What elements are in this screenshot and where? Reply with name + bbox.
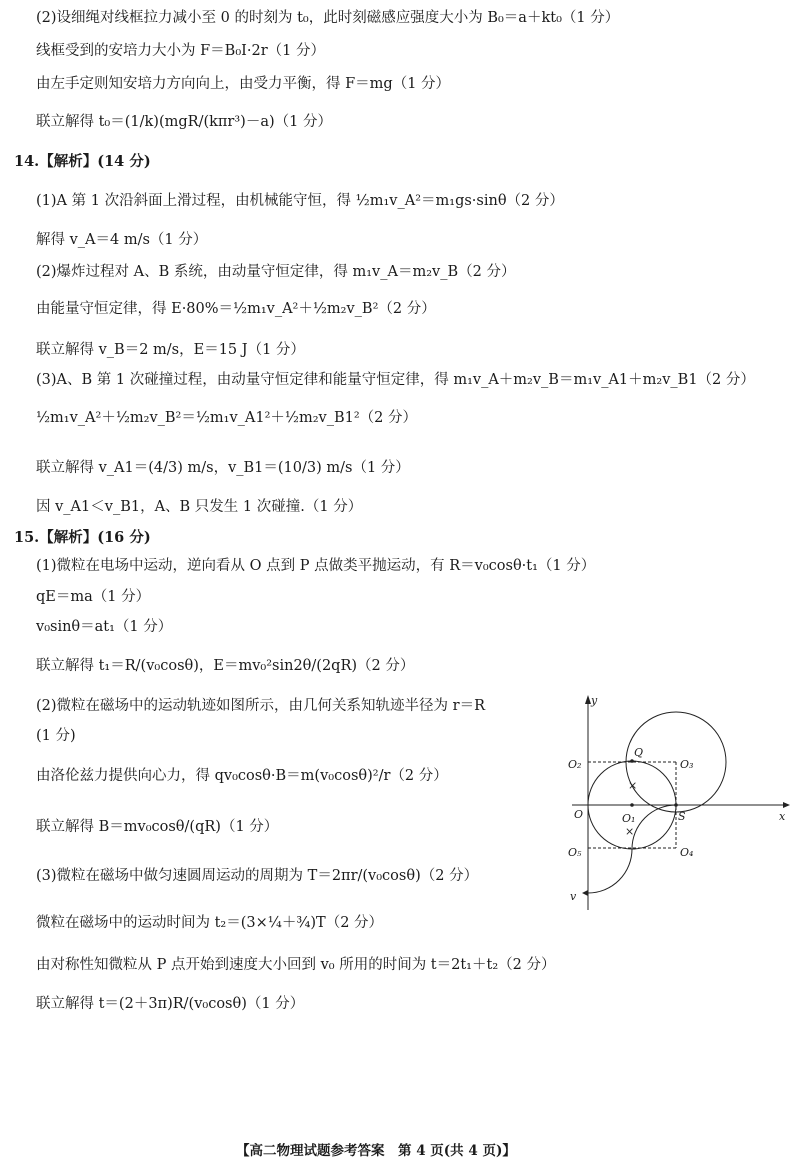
text-line: v₀sinθ＝at₁（1 分） [36, 619, 173, 635]
x-axis-arrow [783, 802, 790, 808]
text-line: 由左手定则知安培力方向向上，由受力平衡，得 F＝mg（1 分） [36, 76, 451, 92]
text-line: 联立解得 t＝(2＋3π)R/(v₀cosθ)（1 分） [36, 996, 305, 1012]
text-line: (1)微粒在电场中运动，逆向看从 O 点到 P 点做类平抛运动，有 R＝v₀cosθ·t₁（1 分） [36, 558, 596, 574]
label-s: S [678, 810, 686, 823]
text-line: (2)爆炸过程对 A、B 系统，由动量守恒定律，得 m₁v_A＝m₂v_B（2 分） [36, 264, 516, 280]
text-line: 联立解得 t₁＝R/(v₀cosθ)，E＝mv₀²sin2θ/(2qR)（2 分） [36, 658, 415, 674]
text-line: 由能量守恒定律，得 E·80%＝½m₁v_A²＋½m₂v_B²（2 分） [36, 301, 436, 317]
text-line: 线框受到的安培力大小为 F＝B₀I·2r（1 分） [36, 43, 325, 59]
label-o4: O₄ [680, 846, 694, 859]
label-o2: O₂ [568, 758, 582, 771]
section-heading: 14.【解析】(14 分) [14, 153, 151, 170]
page-footer: 【高二物理试题参考答案 第 4 页(共 4 页)】 [236, 1143, 516, 1159]
text-line: (2)微粒在磁场中的运动轨迹如图所示，由几何关系知轨迹半径为 r＝R [36, 698, 485, 714]
text-line: 联立解得 B＝mv₀cosθ/(qR)（1 分） [36, 819, 279, 835]
field-mark: × [625, 825, 635, 838]
velocity-arrow [582, 890, 588, 896]
point-q [630, 759, 634, 763]
text-line: (1 分) [36, 728, 76, 744]
text-line: 由洛伦兹力提供向心力，得 qv₀cosθ·B＝m(v₀cosθ)²/r（2 分） [36, 768, 448, 784]
label-v: v [570, 890, 577, 903]
label-o5: O₅ [568, 846, 582, 859]
text-line: 解得 v_A＝4 m/s（1 分） [36, 232, 208, 248]
text-line: (3)微粒在磁场中做匀速圆周运动的周期为 T＝2πr/(v₀cosθ)（2 分） [36, 868, 479, 884]
text-line: qE＝ma（1 分） [36, 589, 151, 605]
text-line: (3)A、B 第 1 次碰撞过程，由动量守恒定律和能量守恒定律，得 m₁v_A＋m₂v_B＝m₁v_A1＋m₂v_B1（2 分） [36, 372, 755, 388]
label-o1: O₁ [622, 812, 636, 825]
point-s [674, 803, 678, 807]
text-line: 微粒在磁场中的运动时间为 t₂＝(3×¼＋¾)T（2 分） [36, 915, 384, 931]
text-line: 联立解得 v_A1＝(4/3) m/s，v_B1＝(10/3) m/s（1 分） [36, 460, 410, 476]
axis-label-y: y [591, 694, 598, 707]
trajectory-diagram [558, 690, 798, 915]
text-line: 联立解得 v_B＝2 m/s，E＝15 J（1 分） [36, 342, 305, 358]
arc-o5 [588, 849, 632, 893]
field-mark: × [628, 779, 638, 792]
label-o3: O₃ [680, 758, 694, 771]
text-line: 由对称性知微粒从 P 点开始到速度大小回到 v₀ 所用的时间为 t＝2t₁＋t₂（2 分） [36, 957, 556, 973]
point-o1 [630, 803, 634, 807]
text-line: (1)A 第 1 次沿斜面上滑过程，由机械能守恒，得 ½m₁v_A²＝m₁gs·sinθ（2 分） [36, 193, 564, 209]
axis-label-x: x [779, 810, 786, 823]
text-line: ½m₁v_A²＋½m₂v_B²＝½m₁v_A1²＋½m₂v_B1²（2 分） [36, 410, 418, 426]
section-heading: 15.【解析】(16 分) [14, 529, 151, 546]
label-o: O [574, 808, 584, 821]
text-line: 联立解得 t₀＝(1/k)(mgR/(kπr³)－a)（1 分） [36, 114, 332, 130]
label-q: Q [634, 746, 644, 759]
text-line: (2)设细绳对线框拉力减小至 0 的时刻为 t₀，此时刻磁感应强度大小为 B₀＝a＋kt₀（1 分） [36, 10, 620, 26]
text-line: 因 v_A1＜v_B1，A、B 只发生 1 次碰撞.（1 分） [36, 499, 363, 515]
